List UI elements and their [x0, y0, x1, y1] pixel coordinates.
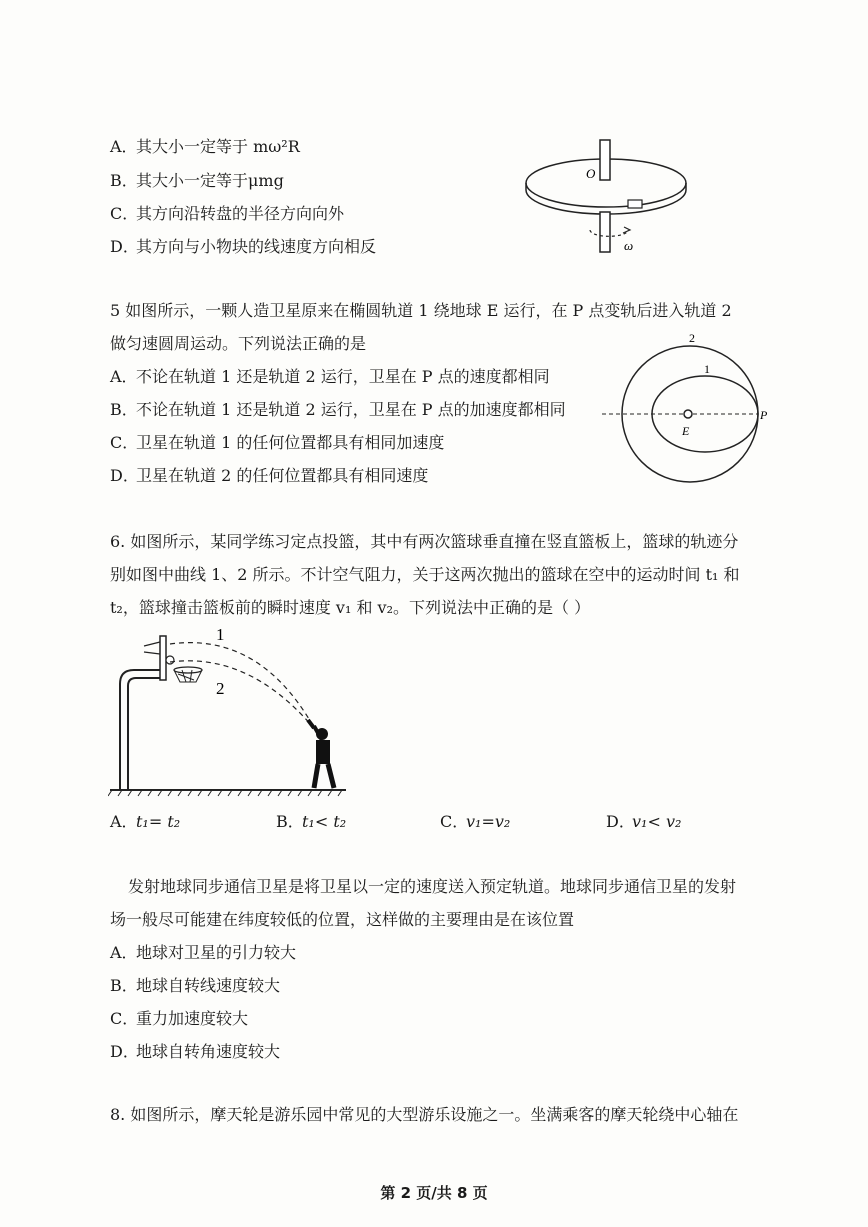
option-text: v₁=v₂	[466, 812, 511, 831]
option-label: A．	[110, 943, 138, 962]
option-label: C．	[440, 812, 469, 831]
q6-option-a	[110, 811, 180, 833]
q6-option-c	[440, 811, 510, 833]
q5-stem-line1: 5 如图所示，一颗人造卫星原来在椭圆轨道 1 绕地球 E 运行，在 P 点变轨后进入轨道 2	[110, 301, 732, 320]
option-text: t₁= t₂	[136, 812, 181, 831]
earth-label: E	[682, 424, 690, 438]
q6-option-b	[276, 811, 346, 833]
q4-option-c	[110, 203, 344, 225]
q5-option-a	[110, 366, 550, 388]
q5-option-d	[110, 465, 428, 487]
option-label: B．	[110, 171, 138, 190]
option-label: A．	[110, 812, 138, 831]
q4-option-d	[110, 236, 376, 258]
option-label: D．	[606, 812, 635, 831]
q5-option-c	[110, 432, 444, 454]
option-label: D．	[110, 1042, 139, 1061]
q7-option-d	[110, 1041, 280, 1063]
option-text: 卫星在轨道 1 的任何位置都具有相同加速度	[136, 433, 445, 452]
q4-option-b	[110, 170, 284, 192]
orbit2-label: 2	[689, 332, 695, 345]
q6-stem-line3: t₂，篮球撞击篮板前的瞬时速度 v₁ 和 v₂。下列说法中正确的是（ ）	[110, 598, 591, 617]
option-label: B．	[276, 812, 304, 831]
q6-stem-line2: 别如图中曲线 1、2 所示。不计空气阻力，关于这两次抛出的篮球在空中的运动时间 t₁ 和	[110, 565, 740, 584]
option-text: 其大小一定等于 mω²R	[136, 137, 300, 156]
q6-stem-line1: 6. 如图所示，某同学练习定点投篮，其中有两次篮球垂直撞在竖直篮板上，篮球的轨迹分	[110, 532, 739, 551]
turntable-omega-label: ω	[624, 238, 634, 253]
q5-option-b	[110, 399, 566, 421]
option-text: 其方向沿转盘的半径方向向外	[136, 204, 345, 223]
option-label: A．	[110, 137, 138, 156]
option-text: 不论在轨道 1 还是轨道 2 运行，卫星在 P 点的加速度都相同	[136, 400, 566, 419]
q8-stem-line1: 8. 如图所示，摩天轮是游乐园中常见的大型游乐设施之一。坐满乘客的摩天轮绕中心轴在	[110, 1105, 739, 1124]
orbit1-label: 1	[704, 362, 710, 376]
option-text: 不论在轨道 1 还是轨道 2 运行，卫星在 P 点的速度都相同	[136, 367, 550, 386]
option-text: 地球自转线速度较大	[136, 976, 281, 995]
option-text: 其方向与小物块的线速度方向相反	[136, 237, 377, 256]
option-text: 其大小一定等于μmg	[136, 171, 284, 190]
q7-option-a	[110, 942, 296, 964]
option-text: 重力加速度较大	[136, 1009, 249, 1028]
option-text: 卫星在轨道 2 的任何位置都具有相同速度	[136, 466, 429, 485]
curve2-label: 2	[216, 679, 225, 698]
basketball-figure	[108, 622, 353, 800]
option-text: v₁< v₂	[632, 812, 682, 831]
curve1-label: 1	[216, 625, 225, 644]
option-text: 地球自转角速度较大	[136, 1042, 281, 1061]
option-label: C．	[110, 1009, 139, 1028]
turntable-center-label: O	[586, 166, 596, 181]
point-p-label: P	[760, 408, 768, 422]
q7-option-b	[110, 975, 280, 997]
page-number: 第 2 页/共 8 页	[380, 1184, 488, 1202]
q5-stem-line2: 做匀速圆周运动。下列说法正确的是	[110, 334, 367, 353]
option-label: D．	[110, 466, 139, 485]
option-label: B．	[110, 400, 138, 419]
option-label: C．	[110, 433, 139, 452]
option-text: t₁< t₂	[302, 812, 347, 831]
option-label: D．	[110, 237, 139, 256]
orbit-figure	[598, 332, 778, 502]
q7-stem-line1: 发射地球同步通信卫星是将卫星以一定的速度送入预定轨道。地球同步通信卫星的发射	[128, 877, 737, 896]
option-label: B．	[110, 976, 138, 995]
q7-option-c	[110, 1008, 248, 1030]
q7-stem-line2: 场一般尽可能建在纬度较低的位置，这样做的主要理由是在该位置	[110, 910, 575, 929]
q6-option-d	[606, 811, 681, 833]
turntable-figure	[520, 138, 695, 263]
option-label: A．	[110, 367, 138, 386]
option-text: 地球对卫星的引力较大	[136, 943, 297, 962]
q4-option-a	[110, 136, 300, 158]
option-label: C．	[110, 204, 139, 223]
